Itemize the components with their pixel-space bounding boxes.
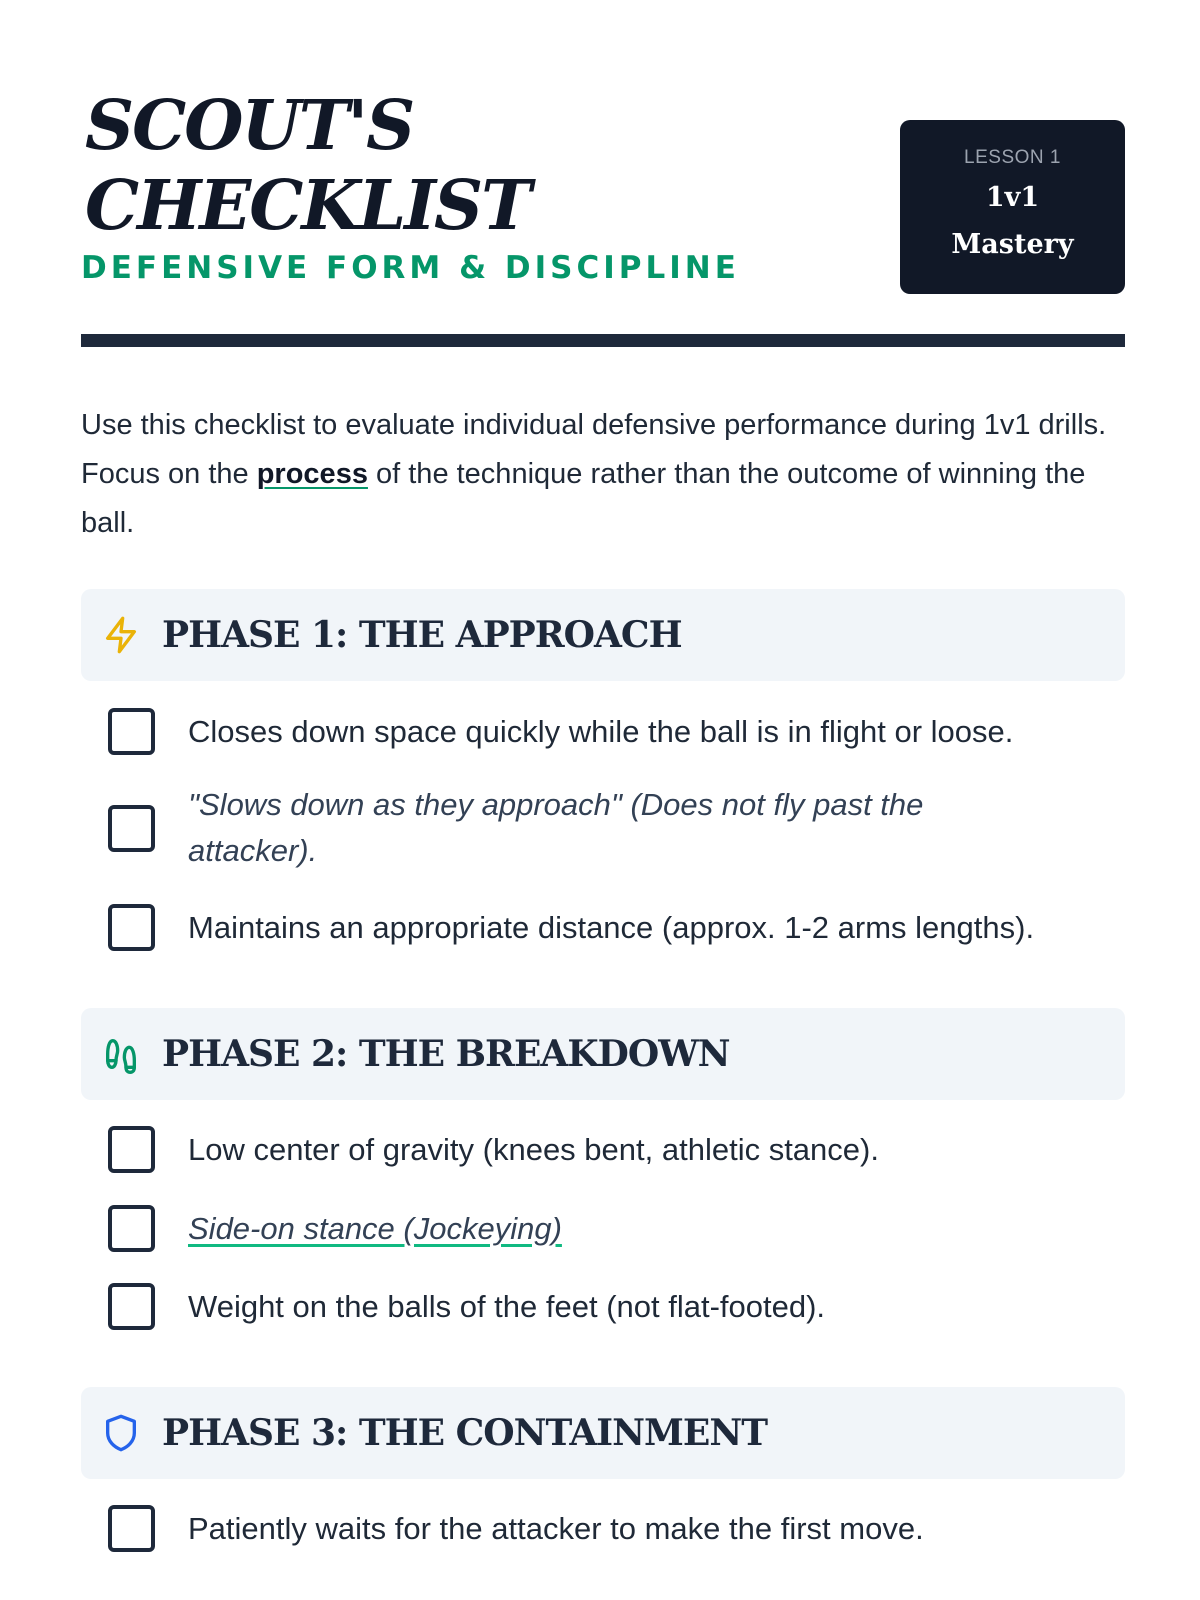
lesson-title — [900, 174, 1125, 268]
checkbox[interactable] — [108, 1126, 155, 1173]
phase-2-title: PHASE 2: THE BREAKDOWN — [162, 1033, 730, 1075]
intro-emphasis: process — [256, 458, 368, 490]
item-text: Low center of gravity (knees bent, athletic stance). — [188, 1132, 879, 1167]
lesson-title-line-2: Mastery — [951, 229, 1074, 260]
lesson-badge — [900, 120, 1125, 294]
lesson-title-line-1: 1v1 — [985, 182, 1040, 213]
item-text: Maintains an appropriate distance (approx. 1-2 arms lengths). — [188, 910, 1035, 945]
phase-1-section — [81, 589, 1125, 681]
item-text: Side-on stance (Jockeying) — [188, 1211, 562, 1246]
item-text: Weight on the balls of the feet (not flat-footed). — [188, 1289, 826, 1324]
phase-3-title: PHASE 3: THE CONTAINMENT — [162, 1412, 768, 1454]
checkbox[interactable] — [108, 1505, 155, 1552]
phase-2-section — [81, 1008, 1125, 1100]
phase-3-header — [81, 1387, 1125, 1479]
intro-text-before: Use this checklist to evaluate individual defensive performance during 1v1 drills. Focus on the — [81, 409, 1107, 490]
lightning-icon — [101, 615, 141, 655]
item-text: Patiently waits for the attacker to make the first move. — [188, 1511, 924, 1546]
checkbox[interactable] — [108, 1205, 155, 1252]
phase-2-header — [81, 1008, 1125, 1100]
lesson-label: LESSON 1 — [964, 147, 1061, 168]
page-title — [85, 86, 785, 246]
intro-paragraph — [81, 401, 1125, 548]
header-divider — [81, 334, 1125, 347]
footprints-icon — [101, 1034, 141, 1074]
checkbox[interactable] — [108, 708, 155, 755]
phase-1-header — [81, 589, 1125, 681]
checkbox[interactable] — [108, 1283, 155, 1330]
checkbox[interactable] — [108, 805, 155, 852]
intro-text-after: of the technique rather than the outcome of winning the ball. — [81, 458, 1086, 539]
page-subtitle: DEFENSIVE FORM & DISCIPLINE — [81, 250, 740, 286]
phase-3-section — [81, 1387, 1125, 1479]
title-line-1: SCOUT'S — [85, 86, 414, 166]
header — [81, 86, 1125, 296]
checklist-page — [81, 0, 1125, 1600]
title-line-2: CHECKLIST — [85, 166, 530, 246]
checkbox[interactable] — [108, 904, 155, 951]
phase-1-title: PHASE 1: THE APPROACH — [162, 614, 682, 656]
shield-icon — [101, 1413, 141, 1453]
item-text: "Slows down as they approach" (Does not fly past the attacker). — [188, 787, 924, 868]
item-text: Closes down space quickly while the ball is in flight or loose. — [188, 714, 1014, 749]
